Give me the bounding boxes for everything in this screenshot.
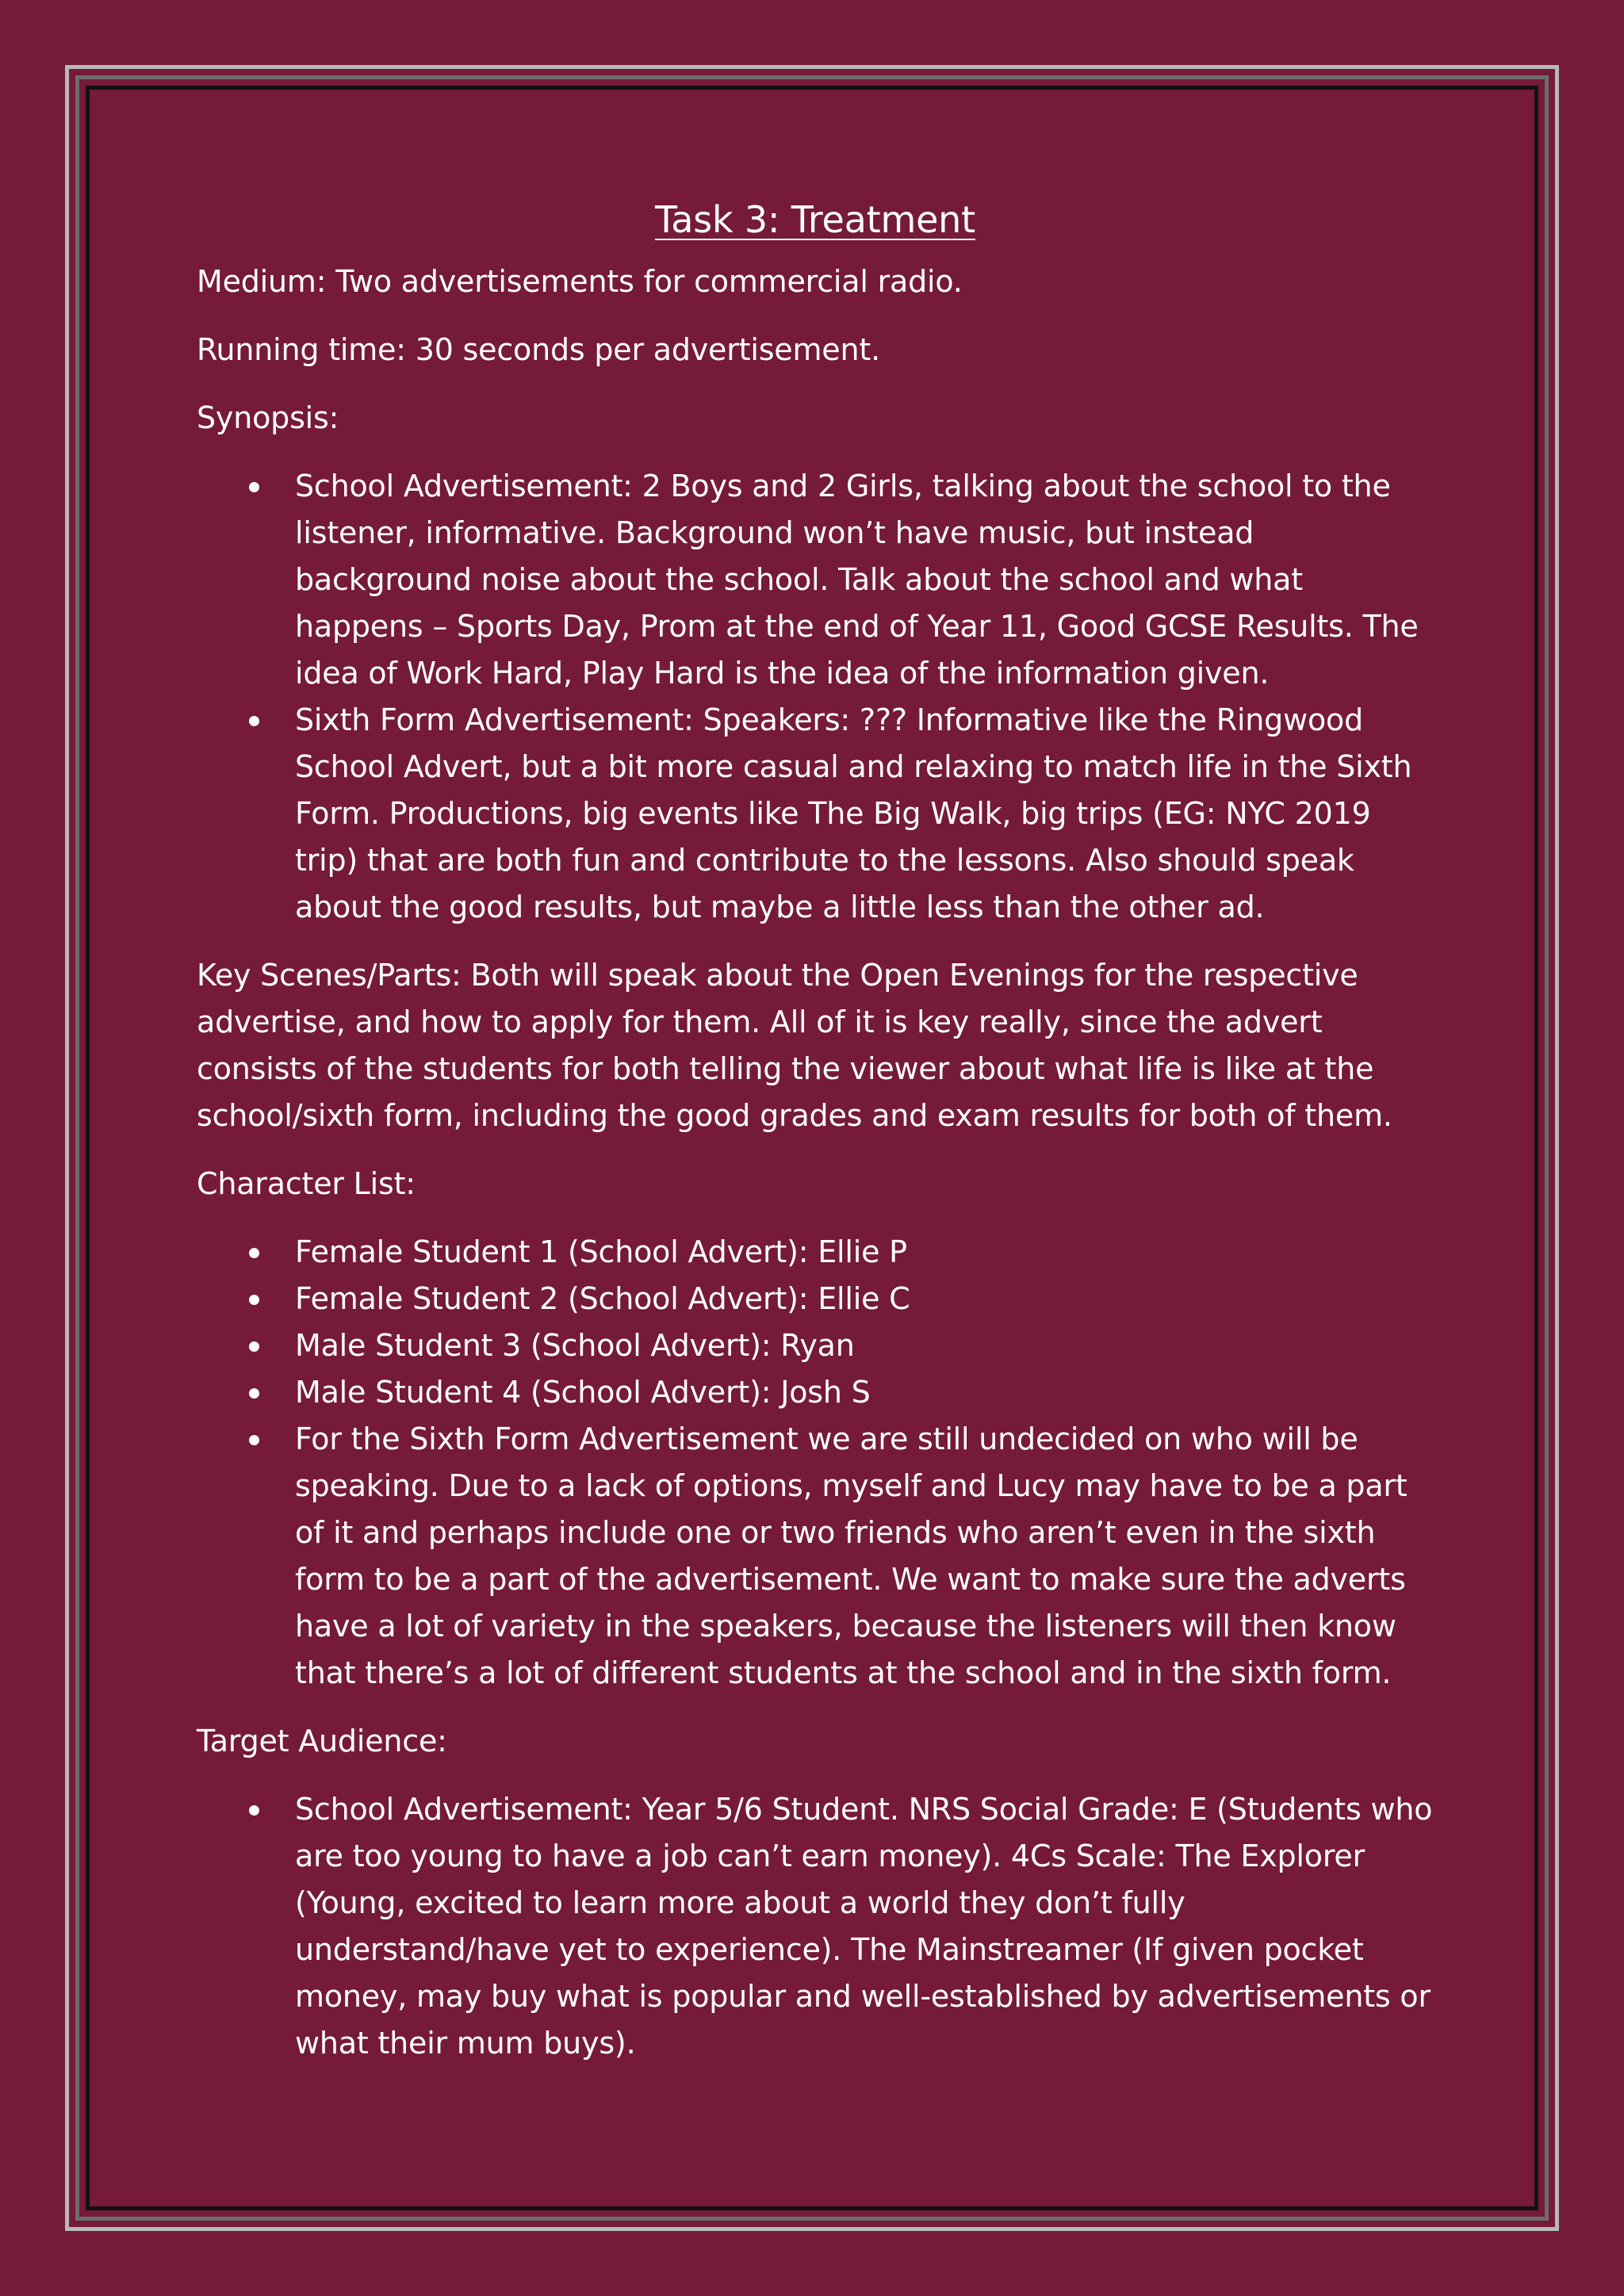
target-audience-list [197,1786,1434,2067]
character-item-sixth-form-note: For the Sixth Form Advertisement we are still undecided on who will be speaking. Due to a lack of options, myself and Lucy may have to be a part of it and perhaps include one or two friends who aren’t even in the sixth form to be a part of the advertisement. We want to make sure the adverts have a lot of variety in the speakers, because the listeners will then know that there’s a lot of different students at the school and in the sixth form. [197,1416,1434,1697]
target-audience-heading: Target Audience: [197,1724,447,1758]
character-item: Female Student 1 (School Advert): Ellie P [197,1229,1434,1276]
key-scenes-paragraph: Key Scenes/Parts: Both will speak about the Open Evenings for the respective advertise, and how to apply for them. All of it is key really, since the advert consists of the students for both telling the viewer about what life is like at the school/sixth form, including the good grades and exam results for both of them. [197,958,1392,1133]
running-time-paragraph: Running time: 30 seconds per advertisement. [197,332,880,367]
page-title: Task 3: Treatment [655,198,975,241]
synopsis-item-school: School Advertisement: 2 Boys and 2 Girls, talking about the school to the listener, informative. Background won’t have music, but instead background noise about the school. Talk about the school and what happens – Sports Day, Prom at the end of Year 11, Good GCSE Results. The idea of Work Hard, Play Hard is the idea of the information given. [197,463,1434,697]
medium-paragraph: Medium: Two advertisements for commercial radio. [197,264,963,299]
character-list [197,1229,1434,1697]
synopsis-list [197,463,1434,931]
character-item: Female Student 2 (School Advert): Ellie C [197,1276,1434,1322]
synopsis-heading: Synopsis: [197,400,339,435]
character-list-heading: Character List: [197,1166,416,1201]
synopsis-item-sixth-form: Sixth Form Advertisement: Speakers: ??? Informative like the Ringwood School Advert, but a bit more casual and relaxing to match life in the Sixth Form. Productions, big events like The Big Walk, big trips (EG: NYC 2019 trip) that are both fun and contribute to the lessons. Also should speak about the good results, but maybe a little less than the other ad. [197,697,1434,931]
audience-item-school: School Advertisement: Year 5/6 Student. NRS Social Grade: E (Students who are too young to have a job can’t earn money). 4Cs Scale: The Explorer (Young, excited to learn more about a world they don’t fully understand/have yet to experience). The Mainstreamer (If given pocket money, may buy what is popular and well-established by advertisements or what their mum buys). [197,1786,1434,2067]
character-item: Male Student 3 (School Advert): Ryan [197,1322,1434,1369]
document-body [197,193,1434,2088]
character-item: Male Student 4 (School Advert): Josh S [197,1369,1434,1416]
